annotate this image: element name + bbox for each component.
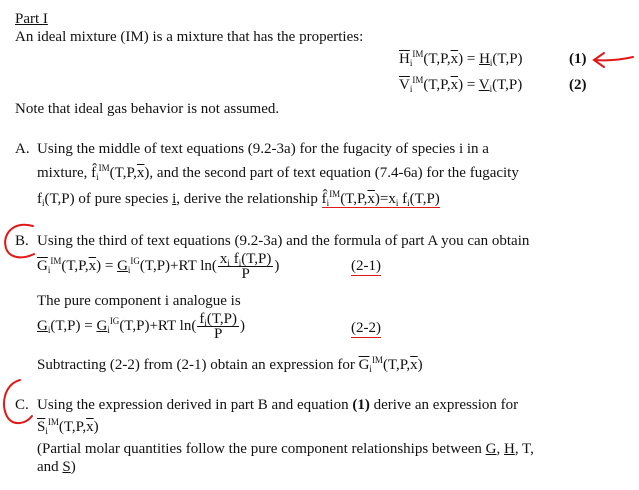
section-a-line3-pre: $f_i(T,P)$ of pure species i, derive the relationship: [37, 191, 318, 208]
relationship-math: $f̂_i^{IM}(T,P,\overline{x})=x_i$ $f_i(T,P)$: [321, 189, 440, 208]
section-a-line2: [37, 164, 519, 182]
intro-text: An ideal mixture (IM) is a mixture that has the properties:: [15, 29, 364, 45]
subtract-text: Subtracting (2-2) from (2-1) obtain an expression for: [37, 357, 355, 373]
section-c-line3-text: (Partial molar quantities follow the pure component relationships between: [37, 441, 482, 457]
subtract-line: [37, 356, 423, 374]
equation-2-2-tag: (2-2): [351, 320, 381, 336]
section-c-line4-text: and: [37, 459, 59, 475]
section-c-line4: [37, 458, 76, 476]
equation-1-tag: (1): [569, 51, 587, 67]
equation-1: $\overline{H}_i^{IM}(T,P,\overline{x}) = H_i(T,P)$: [399, 49, 523, 68]
note-text: Note that ideal gas behavior is not assumed.: [15, 101, 280, 117]
equation-2-2: $G_i(T,P) = G_i^{IG}(T,P)+RT$ ln( $\frac{f_i(T,P)}{P}$ ): [37, 311, 245, 342]
section-c-line1: [37, 396, 518, 414]
section-c-line4-var: S): [62, 459, 76, 475]
section-a-line2-pre: mixture,: [37, 165, 88, 181]
section-c-line3-vars: G, H, T,: [485, 441, 534, 457]
section-b-label: B.: [15, 233, 29, 249]
section-c-eq-ref: (1): [352, 397, 370, 413]
entropy-target-math: $\overline{S}_i^{IM}(T,P,\overline{x})$: [37, 417, 99, 436]
section-a-line1: Using the middle of text equations (9.2-3a) for the fugacity of species i in a: [37, 141, 489, 157]
section-c-label: C.: [15, 397, 29, 413]
section-b-line1: Using the third of text equations (9.2-3a) and the formula of part A you can obtain: [37, 233, 530, 249]
part-title: Part I: [15, 11, 48, 27]
fugacity-mixture-math: $f̂_i^{IM}(T,P,\overline{x})$: [91, 163, 150, 182]
pure-component-line: The pure component i analogue is: [37, 293, 241, 309]
section-c-line1-text: Using the expression derived in part B and equation: [37, 397, 349, 413]
section-a-label: A.: [15, 141, 30, 157]
section-c-line3: [37, 440, 534, 458]
gibbs-target-math: $\overline{G}_i^{IM}(T,P,\overline{x})$: [358, 355, 423, 374]
section-a-line2-post: , and the second part of text equation (7.4-6a) for the fugacity: [149, 165, 519, 181]
equation-2: $\overline{V}_i^{IM}(T,P,\overline{x}) = V_i(T,P)$: [399, 75, 523, 94]
arrow-annotation: [594, 53, 633, 67]
section-c-line1-post: derive an expression for: [373, 397, 519, 413]
equation-2-tag: (2): [569, 77, 587, 93]
section-a-line3: [37, 190, 440, 208]
equation-2-1: $\overline{G}_i^{IM}(T,P,\overline{x}) = G_i^{IG}(T,P)+RT$ ln( $\frac{x_i f_i(T,P)}{P}$ ): [37, 251, 280, 282]
equation-2-1-tag: (2-1): [351, 258, 381, 274]
